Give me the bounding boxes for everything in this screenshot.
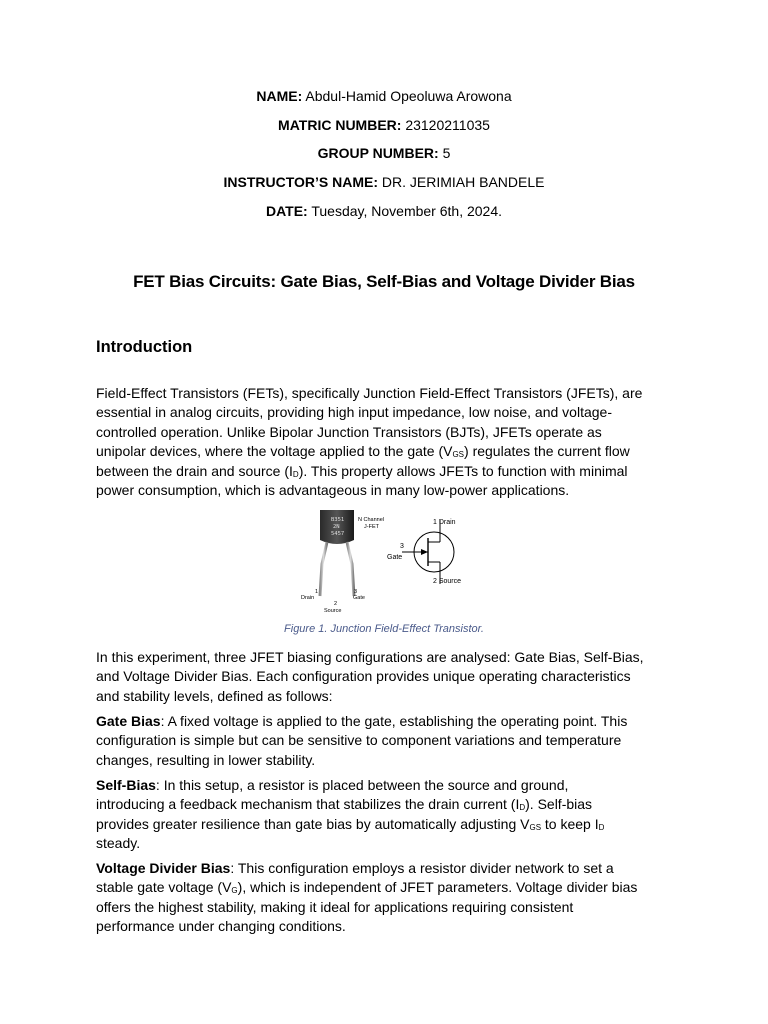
pkg-text: 5457 [331, 531, 345, 537]
pin-label: 2 [334, 601, 338, 607]
pin-label: 3 [354, 589, 358, 595]
date-line [0, 203, 768, 219]
intro-line: controlled operation. Unlike Bipolar Junction Transistors (BJTs), JFETs operate as [96, 423, 602, 440]
matric-value: 23120211035 [401, 117, 490, 133]
name-label: NAME: [256, 88, 303, 104]
jfet-label: J-FET [364, 524, 379, 530]
pin-label: 1 [315, 589, 319, 595]
instructor-line [0, 174, 768, 190]
self-bias-label: Self-Bias [96, 777, 156, 793]
id-subscript: D [292, 469, 299, 479]
configs-line: In this experiment, three JFET biasing configurations are analysed: Gate Bias, Self-Bias, [96, 649, 644, 665]
group-value: 5 [438, 145, 451, 161]
matric-label: MATRIC NUMBER: [278, 117, 402, 133]
vdb-label: Voltage Divider Bias [96, 860, 231, 876]
figure-caption: Figure 1. Junction Field-Effect Transistor. [284, 623, 484, 635]
intro-line: essential in analog circuits, providing high input impedance, low noise, and voltage- [96, 404, 612, 421]
pkg-text: 2N [333, 524, 340, 530]
vdb-paragraph: Voltage Divider Bias: This configuration employs a resistor divider network to set a stable gate voltage $(V_G)$, which is independent of JFET parameters. Voltage divider bias offers the highest stability, making it ideal for applications requiring consistent performance under changing conditions. [96, 860, 638, 935]
pin-label: Drain [301, 595, 315, 601]
pin-label: Gate [353, 595, 365, 601]
name-line [0, 88, 768, 104]
self-bias-paragraph: Self-Bias: In this setup, a resistor is placed between the source and ground, introducing a feedback mechanism that stabilizes the drain current $(I_D)$. Self-bias provides greater resilience than gate bias by automatically adjusting $V_{GS}$ to keep $I_D$ steady. [96, 777, 605, 852]
group-label: GROUP NUMBER: [317, 145, 439, 161]
intro-line: power consumption, which is advantageous in many low-power applications. [96, 482, 570, 499]
pin-label: Source [324, 608, 342, 614]
section-heading: Introduction [96, 338, 193, 356]
document-title: FET Bias Circuits: Gate Bias, Self-Bias and Voltage Divider Bias [133, 272, 635, 291]
intro-line: unipolar devices, where the voltage applied to the gate $(V_{GS})$ regulates the current flow [96, 443, 630, 460]
pkg-text: B351 [331, 517, 345, 523]
group-line [0, 145, 768, 161]
gate-bias-paragraph: Gate Bias: A fixed voltage is applied to the gate, establishing the operating point. This configuration is simple but can be sensitive to component variations and temperature changes, resulting in lower stability. [96, 713, 628, 768]
matric-line [0, 117, 768, 133]
lead-drain [320, 542, 327, 596]
n-channel-label: N Channel [358, 517, 384, 523]
symbol-drain-label: 1 Drain [433, 519, 456, 526]
name-value: Abdul-Hamid Opeoluwa Arowona [302, 88, 512, 104]
jfet-figure [300, 506, 472, 618]
date-value: Tuesday, November 6th, 2024. [307, 203, 503, 219]
symbol-source-label: 2 Source [433, 578, 462, 585]
configs-line: and Voltage Divider Bias. Each configuration provides unique operating characteristics [96, 668, 631, 685]
instructor-value: DR. JERIMIAH BANDELE [378, 174, 545, 190]
intro-line: Field-Effect Transistors (FETs), specifically Junction Field-Effect Transistors (JFETs), are [96, 385, 643, 401]
configs-line: and stability levels, defined as follows: [96, 687, 333, 704]
intro-line: between the drain and source $(I_D)$. This property allows JFETs to function with minimal [96, 462, 628, 479]
vgs-subscript: GS [452, 450, 465, 460]
configs-paragraph [96, 648, 678, 706]
gate-bias-label: Gate Bias [96, 713, 161, 729]
symbol-gate-label: Gate [387, 554, 403, 561]
instructor-label: INSTRUCTOR’S NAME: [223, 174, 379, 190]
lead-gate [347, 542, 354, 596]
gate-arrow [421, 549, 428, 555]
symbol-gate-num: 3 [400, 543, 404, 550]
jfet-illustration [300, 506, 472, 618]
date-label: DATE: [265, 203, 308, 219]
intro-paragraph [96, 384, 678, 500]
